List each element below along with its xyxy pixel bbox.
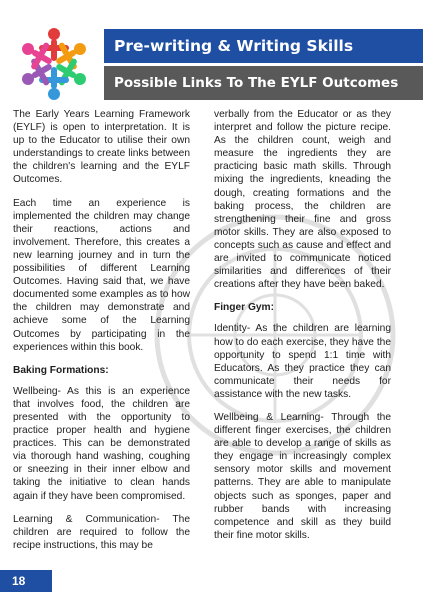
- page-title: Pre-writing & Writing Skills: [104, 29, 423, 63]
- left-column: [13, 108, 190, 562]
- section-heading-baking: Baking Formations:: [13, 364, 109, 376]
- continued-paragraph: verbally from the Educator or as they interpret and follow the picture recipe. As the children count, weigh and measure the ingredients they are practicing basic math skills. Through mixing the ingredients, kneading the dough, creating formations and the baking process, the children are strengthening their fine and gross motor skills. They are also exposed to concepts such as cause and effect and are invited to communicate noticed similarities and differences of their creations after they have been baked.: [214, 109, 391, 291]
- learning-communication-paragraph: Learning & Communication- The children are required to follow the recipe instructions, this may be: [13, 513, 190, 551]
- experience-paragraph: Each time an experience is implemented the children may change their reactions, actions and involvement. Therefore, this creates a new learning journey and in turn the possibilities of different Learning Outcomes. Having said that, we have documented some examples as to how the children may demonstrate and achieve some of the Learning Outcomes by participating in the experiences within this book.: [13, 197, 190, 353]
- children-circle-logo-icon: [14, 22, 94, 106]
- section-heading-finger-gym: Finger Gym:: [214, 302, 275, 314]
- wellbeing-paragraph: Wellbeing- As this is an experience that involves food, the children are presented with the opportunity to practice proper health and hygiene practices. This can be demonstrated via thorough hand washing, coughing or sneezing in their inner elbow and taking the initiative to clean hands again if they have been compromised.: [13, 385, 190, 502]
- intro-paragraph: The Early Years Learning Framework (EYLF) is open to interpretation. It is up to the Educator to utilise their own understandings to create links between the children's learning and the EYLF Outcomes.: [13, 109, 190, 186]
- page-number: 18: [0, 570, 52, 592]
- right-column: [214, 108, 391, 552]
- identity-paragraph: Identity- As the children are learning how to do each exercise, they have the opportunity to spend 1:1 time with Educators. As they practice they can communicate their needs for assistance with the new tasks.: [214, 323, 391, 400]
- page-subtitle: Possible Links To The EYLF Outcomes: [104, 66, 423, 100]
- wellbeing-learning-paragraph: Wellbeing & Learning- Through the different finger exercises, the children are able to develop a range of skills as they engage in increasingly complex sensory motor skills and movement patterns. They are able to manipulate objects such as sponges, paper and rubber bands with increasing competence and skill as they build their fine motor skills.: [214, 411, 391, 541]
